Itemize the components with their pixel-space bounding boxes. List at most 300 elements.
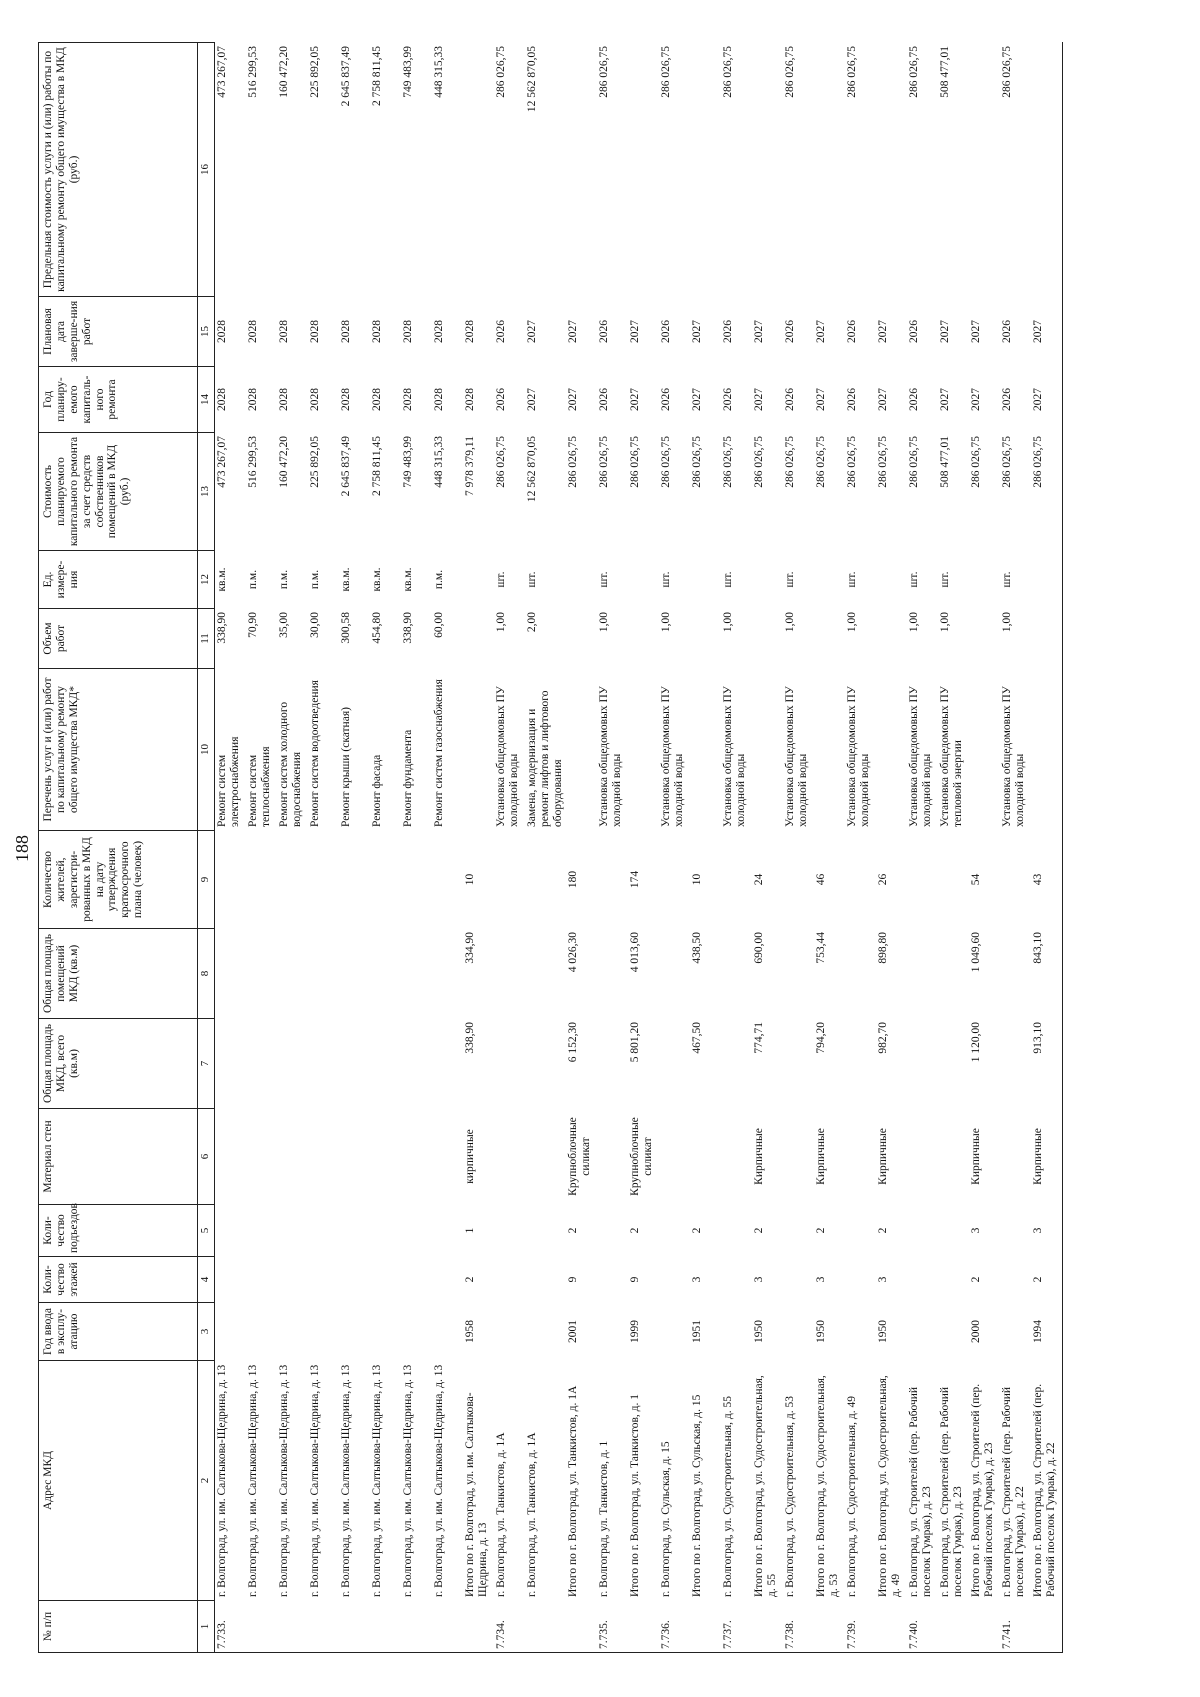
- premises-area-cell: [783, 929, 814, 1019]
- year-built-cell: [845, 1303, 876, 1361]
- work-volume-cell: 1,00: [783, 609, 814, 669]
- address-cell: г. Волгоград, ул. Строителей (пер. Рабочий поселок Гумрак), д. 22: [1000, 1361, 1031, 1601]
- premises-area-cell: 4 013,60: [628, 929, 659, 1019]
- row-number-cell: 7.733.: [215, 1601, 247, 1653]
- completion-date-cell: 2028: [432, 297, 463, 367]
- work-volume-cell: 30,00: [308, 609, 339, 669]
- repair-year-cell: 2028: [339, 367, 370, 433]
- work-type-cell: [690, 669, 721, 831]
- completion-date-cell: 2028: [339, 297, 370, 367]
- table-row: [969, 43, 1000, 1653]
- row-number-cell: [308, 1601, 339, 1653]
- entrances-cell: [215, 1205, 247, 1257]
- unit-cell: [969, 551, 1000, 609]
- column-number: 14: [198, 367, 215, 433]
- repair-year-cell: 2027: [814, 367, 845, 433]
- address-cell: Итого по г. Волгоград, ул. Строителей (пер. Рабочий поселок Гумрак), д. 23: [969, 1361, 1000, 1601]
- work-volume-cell: 1,00: [494, 609, 525, 669]
- premises-area-cell: 753,44: [814, 929, 845, 1019]
- completion-date-cell: 2026: [845, 297, 876, 367]
- unit-cell: шт.: [907, 551, 938, 609]
- wall-material-cell: [277, 1109, 308, 1205]
- work-volume-cell: [690, 609, 721, 669]
- floors-cell: 9: [628, 1257, 659, 1303]
- planned-cost-cell: 508 477,01: [938, 433, 969, 551]
- header-cell: Материал стен: [39, 1109, 198, 1205]
- table-row: [907, 43, 938, 1653]
- premises-area-cell: [938, 929, 969, 1019]
- entrances-cell: [277, 1205, 308, 1257]
- header-cell: Коли-чество подъездов: [39, 1205, 198, 1257]
- row-number-cell: [525, 1601, 566, 1653]
- table-body: [215, 43, 1063, 1653]
- work-type-cell: Установка общедомовых ПУ холодной воды: [494, 669, 525, 831]
- floors-cell: 2: [463, 1257, 494, 1303]
- max-cost-cell: [1031, 43, 1063, 297]
- unit-cell: шт.: [494, 551, 525, 609]
- total-area-cell: [494, 1019, 525, 1109]
- planned-cost-cell: 2 645 837,49: [339, 433, 370, 551]
- residents-cell: 180: [566, 831, 597, 929]
- year-built-cell: [783, 1303, 814, 1361]
- total-area-cell: [215, 1019, 247, 1109]
- header-cell: Год планиру-емого капиталь-ного ремонта: [39, 367, 198, 433]
- premises-area-cell: [845, 929, 876, 1019]
- wall-material-cell: Кирпичные: [1031, 1109, 1063, 1205]
- table-row: [525, 43, 566, 1653]
- repair-year-cell: 2027: [628, 367, 659, 433]
- residents-cell: [370, 831, 401, 929]
- completion-date-cell: 2026: [721, 297, 752, 367]
- address-cell: Итого по г. Волгоград, ул. Судостроительная, д. 53: [814, 1361, 845, 1601]
- max-cost-cell: 2 645 837,49: [339, 43, 370, 297]
- premises-area-cell: 843,10: [1031, 929, 1063, 1019]
- header-cell: Объем работ: [39, 609, 198, 669]
- planned-cost-cell: 448 315,33: [432, 433, 463, 551]
- address-cell: г. Волгоград, ул. им. Салтыкова-Щедрина, д. 13: [277, 1361, 308, 1601]
- completion-date-cell: 2027: [690, 297, 721, 367]
- floors-cell: 2: [969, 1257, 1000, 1303]
- work-volume-cell: [628, 609, 659, 669]
- floors-cell: [907, 1257, 938, 1303]
- max-cost-cell: 473 267,07: [215, 43, 247, 297]
- wall-material-cell: кирпичные: [463, 1109, 494, 1205]
- address-cell: Итого по г. Волгоград, ул. Строителей (пер. Рабочий поселок Гумрак), д. 22: [1031, 1361, 1063, 1601]
- wall-material-cell: [938, 1109, 969, 1205]
- total-area-cell: [246, 1019, 277, 1109]
- residents-cell: [246, 831, 277, 929]
- repair-year-cell: 2028: [401, 367, 432, 433]
- total-area-cell: 794,20: [814, 1019, 845, 1109]
- work-volume-cell: [969, 609, 1000, 669]
- entrances-cell: [339, 1205, 370, 1257]
- address-cell: Итого по г. Волгоград, ул. Судостроительная, д. 49: [876, 1361, 907, 1601]
- column-number: 13: [198, 433, 215, 551]
- table-row: [401, 43, 432, 1653]
- residents-cell: [1000, 831, 1031, 929]
- column-number: 3: [198, 1303, 215, 1361]
- year-built-cell: [1000, 1303, 1031, 1361]
- table-row: [1031, 43, 1063, 1653]
- address-cell: г. Волгоград, ул. им. Салтыкова-Щедрина, д. 13: [401, 1361, 432, 1601]
- table-row: [659, 43, 690, 1653]
- completion-date-cell: 2026: [659, 297, 690, 367]
- completion-date-cell: 2027: [876, 297, 907, 367]
- year-built-cell: [721, 1303, 752, 1361]
- planned-cost-cell: 749 483,99: [401, 433, 432, 551]
- repair-year-cell: 2028: [308, 367, 339, 433]
- planned-cost-cell: 286 026,75: [783, 433, 814, 551]
- residents-cell: [783, 831, 814, 929]
- address-cell: г. Волгоград, ул. Судостроительная, д. 49: [845, 1361, 876, 1601]
- repair-year-cell: 2027: [690, 367, 721, 433]
- max-cost-cell: [690, 43, 721, 297]
- work-volume-cell: [566, 609, 597, 669]
- table-row: [215, 43, 247, 1653]
- entrances-cell: [401, 1205, 432, 1257]
- floors-cell: [370, 1257, 401, 1303]
- residents-cell: 54: [969, 831, 1000, 929]
- unit-cell: п.м.: [308, 551, 339, 609]
- entrances-cell: [246, 1205, 277, 1257]
- year-built-cell: [370, 1303, 401, 1361]
- total-area-cell: 6 152,30: [566, 1019, 597, 1109]
- year-built-cell: [597, 1303, 628, 1361]
- floors-cell: [401, 1257, 432, 1303]
- entrances-cell: [525, 1205, 566, 1257]
- header-cell: Год ввода в эксплу-атацию: [39, 1303, 198, 1361]
- max-cost-cell: 160 472,20: [277, 43, 308, 297]
- wall-material-cell: Кирпичные: [969, 1109, 1000, 1205]
- premises-area-cell: [370, 929, 401, 1019]
- completion-date-cell: 2028: [463, 297, 494, 367]
- work-type-cell: Установка общедомовых ПУ холодной воды: [907, 669, 938, 831]
- floors-cell: [597, 1257, 628, 1303]
- unit-cell: шт.: [525, 551, 566, 609]
- repair-year-cell: 2026: [659, 367, 690, 433]
- repair-year-cell: 2027: [969, 367, 1000, 433]
- floors-cell: [246, 1257, 277, 1303]
- residents-cell: [938, 831, 969, 929]
- work-volume-cell: 300,58: [339, 609, 370, 669]
- work-type-cell: Ремонт фундамента: [401, 669, 432, 831]
- total-area-cell: [845, 1019, 876, 1109]
- residents-cell: 26: [876, 831, 907, 929]
- completion-date-cell: 2027: [969, 297, 1000, 367]
- column-number: 11: [198, 609, 215, 669]
- row-number-cell: 7.739.: [845, 1601, 876, 1653]
- row-number-cell: 7.740.: [907, 1601, 938, 1653]
- completion-date-cell: 2028: [215, 297, 247, 367]
- year-built-cell: [339, 1303, 370, 1361]
- row-number-cell: [628, 1601, 659, 1653]
- residents-cell: [659, 831, 690, 929]
- repair-year-cell: 2027: [525, 367, 566, 433]
- row-number-cell: 7.734.: [494, 1601, 525, 1653]
- entrances-cell: 2: [814, 1205, 845, 1257]
- planned-cost-cell: 286 026,75: [494, 433, 525, 551]
- total-area-cell: 467,50: [690, 1019, 721, 1109]
- year-built-cell: [907, 1303, 938, 1361]
- premises-area-cell: 898,80: [876, 929, 907, 1019]
- row-number-cell: [876, 1601, 907, 1653]
- completion-date-cell: 2026: [597, 297, 628, 367]
- premises-area-cell: 690,00: [752, 929, 783, 1019]
- residents-cell: 46: [814, 831, 845, 929]
- wall-material-cell: Кирпичные: [814, 1109, 845, 1205]
- residents-cell: [277, 831, 308, 929]
- table-row: [814, 43, 845, 1653]
- unit-cell: кв.м.: [370, 551, 401, 609]
- residents-cell: [721, 831, 752, 929]
- address-cell: г. Волгоград, ул. им. Салтыкова-Щедрина, д. 13: [215, 1361, 247, 1601]
- work-type-cell: Ремонт систем теплоснабжения: [246, 669, 277, 831]
- planned-cost-cell: 286 026,75: [876, 433, 907, 551]
- floors-cell: 3: [876, 1257, 907, 1303]
- completion-date-cell: 2026: [494, 297, 525, 367]
- planned-cost-cell: 286 026,75: [1031, 433, 1063, 551]
- residents-cell: [215, 831, 247, 929]
- entrances-cell: [597, 1205, 628, 1257]
- work-volume-cell: 1,00: [938, 609, 969, 669]
- table-row: [876, 43, 907, 1653]
- entrances-cell: [721, 1205, 752, 1257]
- work-type-cell: [628, 669, 659, 831]
- work-type-cell: [566, 669, 597, 831]
- repair-year-cell: 2026: [721, 367, 752, 433]
- unit-cell: кв.м.: [339, 551, 370, 609]
- max-cost-cell: 286 026,75: [721, 43, 752, 297]
- work-type-cell: Ремонт крыши (скатная): [339, 669, 370, 831]
- header-cell: Ед. измере-ния: [39, 551, 198, 609]
- work-type-cell: [752, 669, 783, 831]
- total-area-cell: 5 801,20: [628, 1019, 659, 1109]
- address-cell: г. Волгоград, ул. Судостроительная, д. 53: [783, 1361, 814, 1601]
- entrances-cell: 1: [463, 1205, 494, 1257]
- wall-material-cell: Кирпичные: [876, 1109, 907, 1205]
- premises-area-cell: [308, 929, 339, 1019]
- table-row: [1000, 43, 1031, 1653]
- repair-year-cell: 2026: [845, 367, 876, 433]
- row-number-cell: 7.741.: [1000, 1601, 1031, 1653]
- wall-material-cell: [659, 1109, 690, 1205]
- work-type-cell: Ремонт систем холодного водоснабжения: [277, 669, 308, 831]
- unit-cell: шт.: [783, 551, 814, 609]
- floors-cell: [659, 1257, 690, 1303]
- residents-cell: [907, 831, 938, 929]
- floors-cell: [783, 1257, 814, 1303]
- total-area-cell: [339, 1019, 370, 1109]
- repair-year-cell: 2028: [215, 367, 247, 433]
- total-area-cell: [277, 1019, 308, 1109]
- header-cell: Адрес МКД: [39, 1361, 198, 1601]
- work-volume-cell: [814, 609, 845, 669]
- max-cost-cell: 2 758 811,45: [370, 43, 401, 297]
- year-built-cell: 1950: [752, 1303, 783, 1361]
- planned-cost-cell: 225 892,05: [308, 433, 339, 551]
- work-type-cell: [463, 669, 494, 831]
- entrances-cell: 2: [690, 1205, 721, 1257]
- header-row: [39, 43, 198, 1653]
- row-number-cell: [401, 1601, 432, 1653]
- total-area-cell: 774,71: [752, 1019, 783, 1109]
- repair-year-cell: 2028: [277, 367, 308, 433]
- unit-cell: [463, 551, 494, 609]
- address-cell: г. Волгоград, ул. Строителей (пер. Рабочий поселок Гумрак), д. 23: [907, 1361, 938, 1601]
- address-cell: Итого по г. Волгоград, ул. Сульская, д. 15: [690, 1361, 721, 1601]
- wall-material-cell: [845, 1109, 876, 1205]
- work-volume-cell: 35,00: [277, 609, 308, 669]
- total-area-cell: [432, 1019, 463, 1109]
- work-volume-cell: 60,00: [432, 609, 463, 669]
- work-type-cell: Замена, модернизация и ремонт лифтов и лифтового оборудования: [525, 669, 566, 831]
- row-number-cell: [463, 1601, 494, 1653]
- residents-cell: [308, 831, 339, 929]
- residents-cell: 10: [690, 831, 721, 929]
- wall-material-cell: [370, 1109, 401, 1205]
- work-type-cell: Установка общедомовых ПУ холодной воды: [721, 669, 752, 831]
- premises-area-cell: [494, 929, 525, 1019]
- column-number: 12: [198, 551, 215, 609]
- header-cell: Предельная стоимость услуги и (или) работы по капитальному ремонту общего имущества в МКД (руб.): [39, 43, 198, 297]
- table-row: [938, 43, 969, 1653]
- row-number-cell: [370, 1601, 401, 1653]
- capital-repair-table: [38, 42, 1063, 1653]
- table-row: [628, 43, 659, 1653]
- table-row: [339, 43, 370, 1653]
- floors-cell: [525, 1257, 566, 1303]
- premises-area-cell: [401, 929, 432, 1019]
- entrances-cell: [494, 1205, 525, 1257]
- row-number-cell: [246, 1601, 277, 1653]
- row-number-cell: [432, 1601, 463, 1653]
- work-type-cell: [969, 669, 1000, 831]
- completion-date-cell: 2026: [783, 297, 814, 367]
- max-cost-cell: [876, 43, 907, 297]
- total-area-cell: [597, 1019, 628, 1109]
- year-built-cell: [401, 1303, 432, 1361]
- max-cost-cell: [628, 43, 659, 297]
- unit-cell: [566, 551, 597, 609]
- unit-cell: [628, 551, 659, 609]
- repair-year-cell: 2026: [1000, 367, 1031, 433]
- repair-year-cell: 2028: [246, 367, 277, 433]
- address-cell: Итого по г. Волгоград, ул. им. Салтыкова-Щедрина, д. 13: [463, 1361, 494, 1601]
- row-number-cell: [969, 1601, 1000, 1653]
- column-number: 10: [198, 669, 215, 831]
- work-type-cell: [876, 669, 907, 831]
- wall-material-cell: [1000, 1109, 1031, 1205]
- repair-year-cell: 2027: [752, 367, 783, 433]
- work-volume-cell: 1,00: [1000, 609, 1031, 669]
- floors-cell: 9: [566, 1257, 597, 1303]
- wall-material-cell: [246, 1109, 277, 1205]
- max-cost-cell: [814, 43, 845, 297]
- floors-cell: [494, 1257, 525, 1303]
- entrances-cell: [845, 1205, 876, 1257]
- residents-cell: 174: [628, 831, 659, 929]
- year-built-cell: [659, 1303, 690, 1361]
- floors-cell: [308, 1257, 339, 1303]
- unit-cell: шт.: [721, 551, 752, 609]
- work-type-cell: Установка общедомовых ПУ холодной воды: [783, 669, 814, 831]
- floors-cell: 2: [1031, 1257, 1063, 1303]
- planned-cost-cell: 286 026,75: [969, 433, 1000, 551]
- total-area-cell: [721, 1019, 752, 1109]
- unit-cell: шт.: [597, 551, 628, 609]
- column-number: 5: [198, 1205, 215, 1257]
- max-cost-cell: 286 026,75: [597, 43, 628, 297]
- row-number-cell: [1031, 1601, 1063, 1653]
- year-built-cell: 2000: [969, 1303, 1000, 1361]
- table-row: [690, 43, 721, 1653]
- page-number: 188: [12, 835, 32, 862]
- unit-cell: [1031, 551, 1063, 609]
- completion-date-cell: 2027: [814, 297, 845, 367]
- header-cell: № п/п: [39, 1601, 198, 1653]
- unit-cell: [814, 551, 845, 609]
- unit-cell: кв.м.: [401, 551, 432, 609]
- year-built-cell: [277, 1303, 308, 1361]
- repair-year-cell: 2027: [876, 367, 907, 433]
- repair-year-cell: 2026: [494, 367, 525, 433]
- work-type-cell: Установка общедомовых ПУ холодной воды: [845, 669, 876, 831]
- residents-cell: 10: [463, 831, 494, 929]
- floors-cell: 3: [814, 1257, 845, 1303]
- row-number-cell: [277, 1601, 308, 1653]
- header-cell: Плановая дата заверше-ния работ: [39, 297, 198, 367]
- floors-cell: [721, 1257, 752, 1303]
- floors-cell: 3: [690, 1257, 721, 1303]
- table-row: [845, 43, 876, 1653]
- wall-material-cell: [494, 1109, 525, 1205]
- planned-cost-cell: 286 026,75: [628, 433, 659, 551]
- floors-cell: [1000, 1257, 1031, 1303]
- repair-year-cell: 2027: [566, 367, 597, 433]
- premises-area-cell: 438,50: [690, 929, 721, 1019]
- floors-cell: [938, 1257, 969, 1303]
- residents-cell: [845, 831, 876, 929]
- row-number-cell: [938, 1601, 969, 1653]
- planned-cost-cell: 2 758 811,45: [370, 433, 401, 551]
- table-row: [277, 43, 308, 1653]
- table-row: [597, 43, 628, 1653]
- year-built-cell: 1950: [876, 1303, 907, 1361]
- max-cost-cell: [566, 43, 597, 297]
- table-row: [721, 43, 752, 1653]
- total-area-cell: 338,90: [463, 1019, 494, 1109]
- entrances-cell: 2: [566, 1205, 597, 1257]
- floors-cell: [339, 1257, 370, 1303]
- entrances-cell: 2: [628, 1205, 659, 1257]
- entrances-cell: 3: [969, 1205, 1000, 1257]
- wall-material-cell: [308, 1109, 339, 1205]
- premises-area-cell: [597, 929, 628, 1019]
- header-cell: Стоимость планируемого капитального ремонта за счет средств собственников помещений в МКД (руб.): [39, 433, 198, 551]
- table-row: [308, 43, 339, 1653]
- address-cell: г. Волгоград, ул. Строителей (пер. Рабочий поселок Гумрак), д. 23: [938, 1361, 969, 1601]
- work-volume-cell: 338,90: [401, 609, 432, 669]
- premises-area-cell: [721, 929, 752, 1019]
- column-number: 1: [198, 1601, 215, 1653]
- year-built-cell: [246, 1303, 277, 1361]
- planned-cost-cell: 286 026,75: [814, 433, 845, 551]
- work-volume-cell: 1,00: [845, 609, 876, 669]
- premises-area-cell: [246, 929, 277, 1019]
- premises-area-cell: [277, 929, 308, 1019]
- max-cost-cell: 12 562 870,05: [525, 43, 566, 297]
- header-cell: Коли-чество этажей: [39, 1257, 198, 1303]
